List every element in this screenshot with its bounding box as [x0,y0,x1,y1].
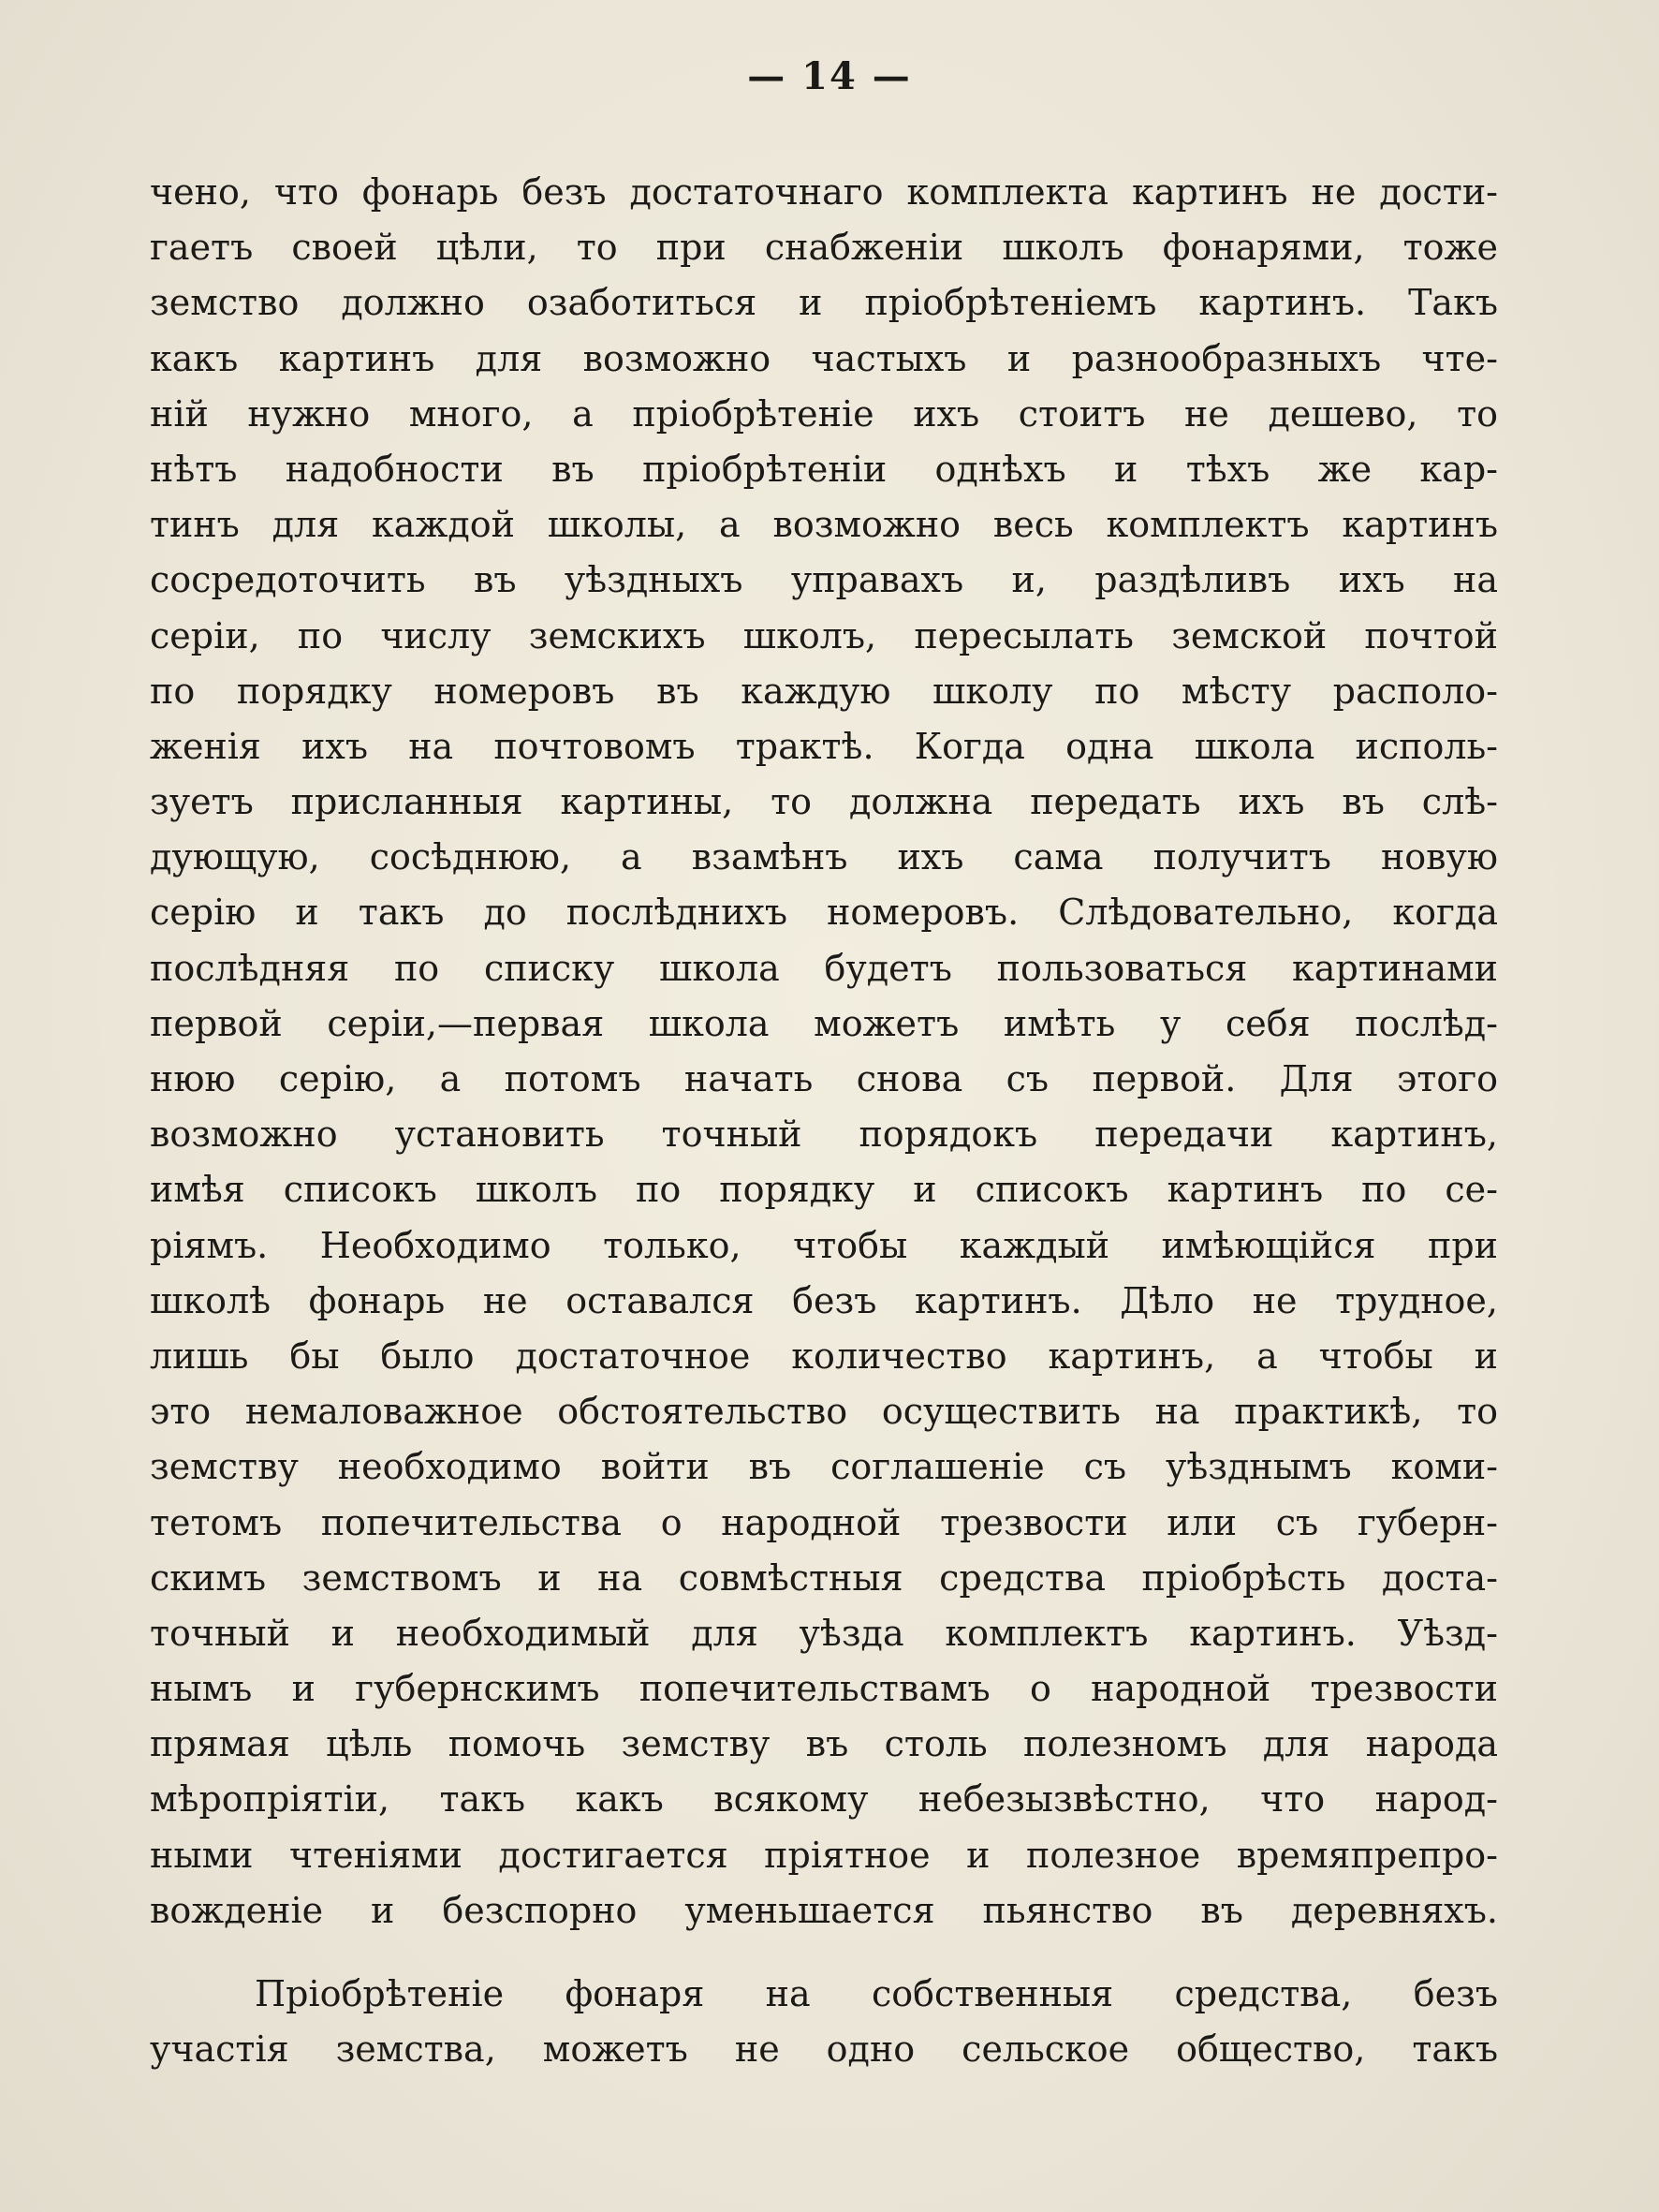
text-line: серію и такъ до послѣднихъ номеровъ. Слѣдовательно, когда [150,892,1498,934]
text-line: сосредоточить въ уѣздныхъ управахъ и, раздѣливъ ихъ на [150,559,1498,601]
text-line: возможно установить точный порядокъ передачи картинъ, [150,1113,1498,1156]
text-line: зуетъ присланныя картины, то должна передать ихъ въ слѣ- [150,781,1498,823]
body-text [150,165,1498,2077]
text-line: первой серіи,—первая школа можетъ имѣть у себя послѣд- [150,1002,1498,1044]
text-line: нымъ и губернскимъ попечительствамъ о народной трезвости [150,1668,1498,1710]
text-line: точный и необходимый для уѣзда комплектъ картинъ. Уѣзд- [150,1612,1498,1654]
text-line: участія земства, можетъ не одно сельское общество, такъ [150,2028,1498,2071]
text-line: гаетъ своей цѣли, то при снабженіи школъ фонарями, тоже [150,227,1498,269]
text-line: послѣдняя по списку школа будетъ пользоваться картинами [150,947,1498,989]
text-line: ріямъ. Необходимо только, чтобы каждый имѣющійся при [150,1224,1498,1266]
text-line: ными чтеніями достигается пріятное и полезное времяпрепро- [150,1834,1498,1876]
text-line: лишь бы было достаточное количество картинъ, а чтобы и [150,1335,1498,1377]
text-line: земству необходимо войти въ соглашеніе съ уѣзднымъ коми- [150,1446,1498,1488]
text-line: какъ картинъ для возможно частыхъ и разнообразныхъ чте- [150,337,1498,379]
text-line: школѣ фонарь не оставался безъ картинъ. Дѣло не трудное, [150,1279,1498,1321]
text-line: мѣропріятіи, такъ какъ всякому небезызвѣстно, что народ- [150,1778,1498,1821]
paragraph-1 [150,165,1498,1939]
text-line: Пріобрѣтеніе фонаря на собственныя средства, безъ [255,1973,1498,2014]
text-line: серіи, по числу земскихъ школъ, пересылать земской почтой [150,614,1498,656]
text-line: имѣя списокъ школъ по порядку и списокъ картинъ по се- [150,1169,1498,1211]
text-line: тинъ для каждой школы, а возможно весь комплектъ картинъ [150,504,1498,546]
text-line: нѣтъ надобности въ пріобрѣтеніи однѣхъ и тѣхъ же кар- [150,448,1498,490]
text-line: это немаловажное обстоятельство осуществить на практикѣ, то [150,1391,1498,1433]
paragraph-2 [150,1967,1498,2077]
paragraph-gap [150,1939,1498,1967]
text-line: ній нужно много, а пріобрѣтеніе ихъ стоитъ не дешево, то [150,392,1498,435]
text-line: нюю серію, а потомъ начать снова съ первой. Для этого [150,1058,1498,1099]
text-line: скимъ земствомъ и на совмѣстныя средства пріобрѣсть доста- [150,1556,1498,1599]
text-line: тетомъ попечительства о народной трезвости или съ губерн- [150,1501,1498,1543]
text-line: дующую, сосѣднюю, а взамѣнъ ихъ сама получитъ новую [150,836,1498,878]
text-line: земство должно озаботиться и пріобрѣтеніемъ картинъ. Такъ [150,282,1498,324]
text-line: прямая цѣль помочь земству въ столь полезномъ для народа [150,1723,1498,1765]
text-line: вожденіе и безспорно уменьшается пьянство въ деревняхъ. [150,1889,1498,1931]
page-number: — 14 — [747,54,912,98]
text-line: чено, что фонарь безъ достаточнаго комплекта картинъ не дости- [150,171,1498,213]
text-line: женія ихъ на почтовомъ трактѣ. Когда одна школа исполь- [150,725,1498,767]
text-line: по порядку номеровъ въ каждую школу по мѣсту располо- [150,670,1498,712]
